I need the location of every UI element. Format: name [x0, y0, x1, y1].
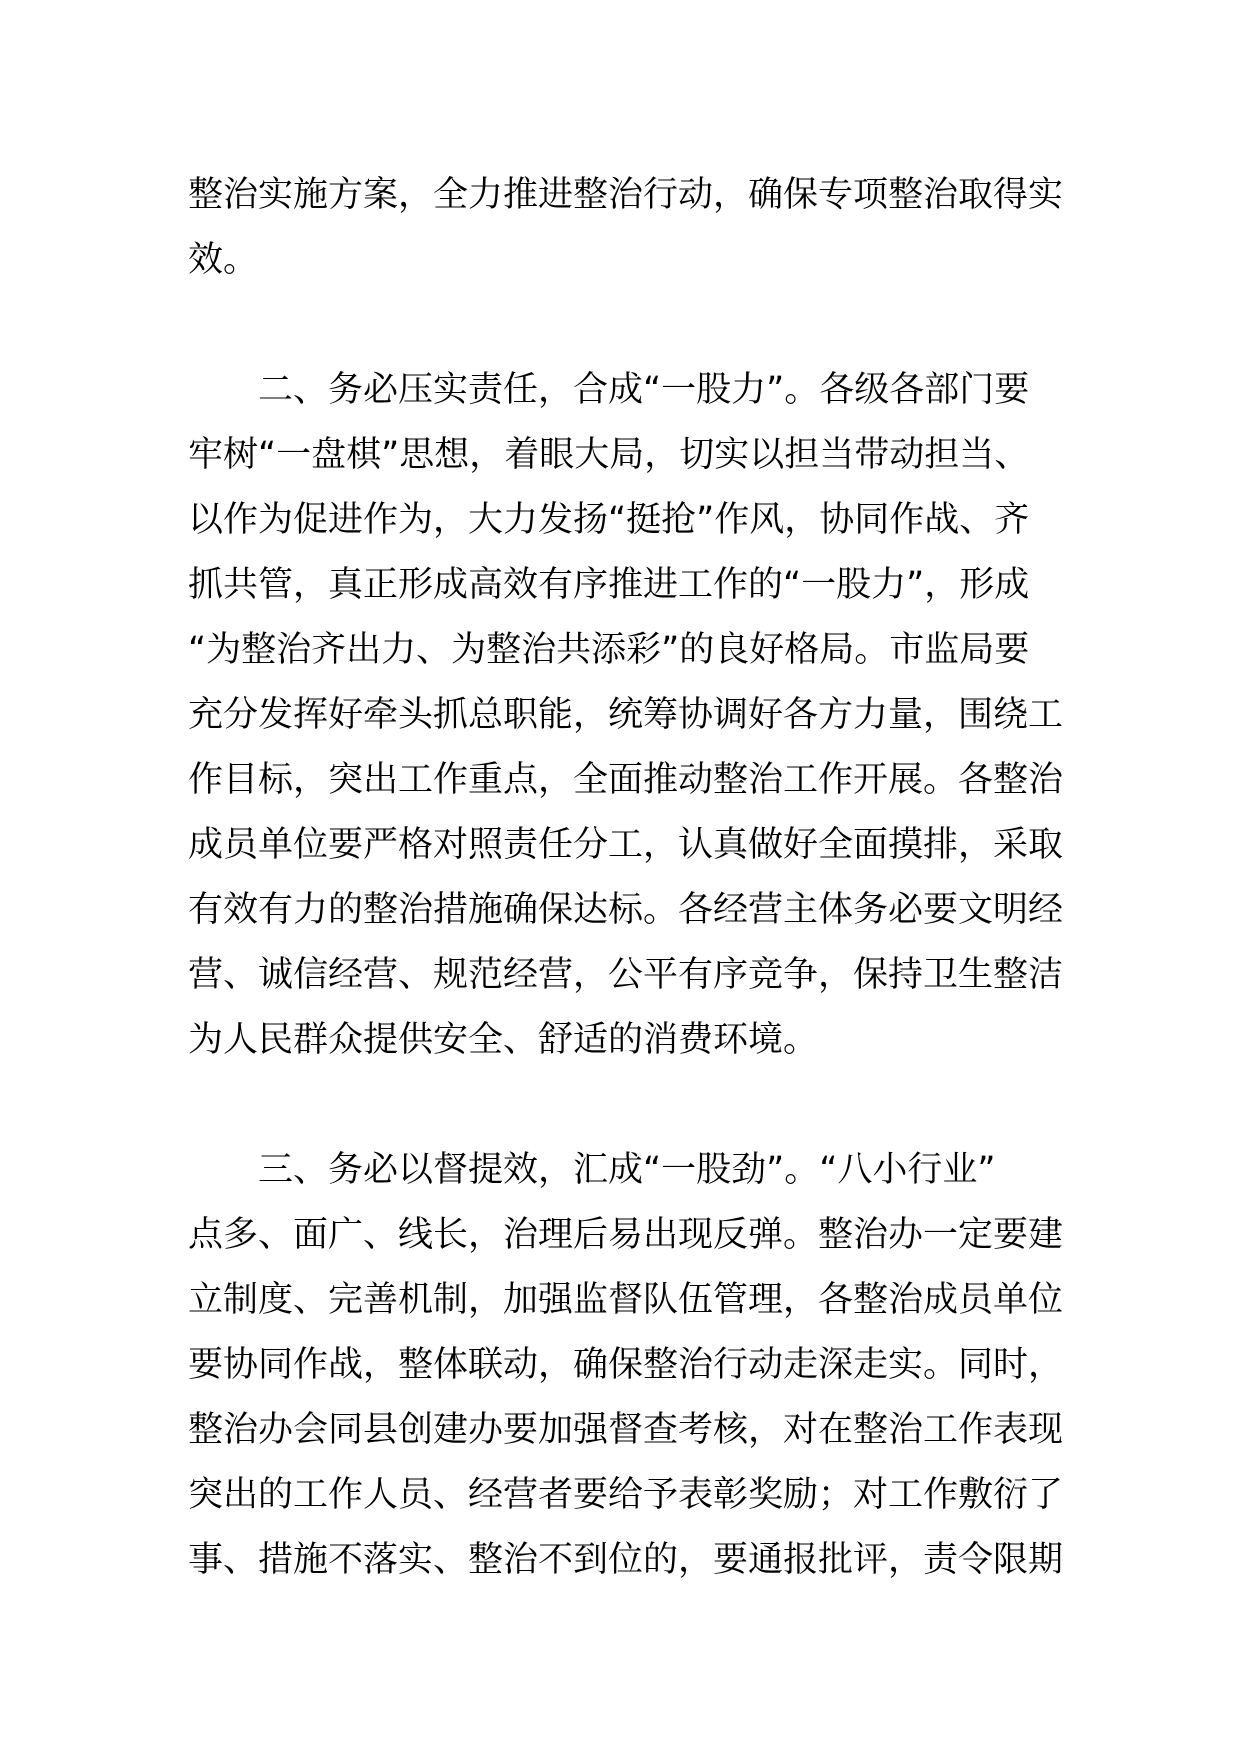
- text-line: 三、务必以督提效，汇成“一股劲”。“八小行业”: [188, 1150, 996, 1190]
- text-line: 点多、面广、线长，治理后易出现反弹。整治办一定要建: [188, 1215, 1064, 1255]
- text-line: “为整治齐出力、为整治共添彩”的良好格局。市监局要: [188, 630, 1030, 670]
- text-line: 突出的工作人员、经营者要给予表彰奖励；对工作敷衍了: [188, 1475, 1064, 1515]
- text-line: 要协同作战，整体联动，确保整治行动走深走实。同时，: [188, 1345, 1064, 1385]
- paragraph-section-three: [188, 1138, 1064, 1593]
- text-line: 整治办会同县创建办要加强督查考核，对在整治工作表现: [188, 1410, 1064, 1450]
- text-line: 营、诚信经营、规范经营，公平有序竞争，保持卫生整洁: [188, 955, 1064, 995]
- text-line: 以作为促进作为，大力发扬“挺抢”作风，协同作战、齐: [188, 500, 1030, 540]
- text-line: 成员单位要严格对照责任分工，认真做好全面摸排，采取: [188, 825, 1064, 865]
- text-line: 二、务必压实责任，合成“一股力”。各级各部门要: [188, 370, 1030, 410]
- text-line: 充分发挥好牵头抓总职能，统筹协调好各方力量，围绕工: [188, 695, 1064, 735]
- text-line: 事、措施不落实、整治不到位的，要通报批评，责令限期: [188, 1540, 1064, 1580]
- paragraph-spacer: [188, 1073, 1058, 1138]
- text-line: 牢树“一盘棋”思想，着眼大局，切实以担当带动担当、: [188, 435, 1030, 475]
- paragraph-continuation: [188, 163, 1064, 293]
- text-line: 整治实施方案，全力推进整治行动，确保专项整治取得实: [188, 175, 1064, 215]
- text-line: 有效有力的整治措施确保达标。各经营主体务必要文明经: [188, 890, 1064, 930]
- paragraph-spacer: [188, 293, 1058, 358]
- text-line: 作目标，突出工作重点，全面推动整治工作开展。各整治: [188, 760, 1064, 800]
- paragraph-section-two: [188, 358, 1064, 1073]
- text-line: 抓共管，真正形成高效有序推进工作的“一股力”，形成: [188, 565, 1030, 605]
- document-body: [188, 163, 1064, 1593]
- text-line: 效。: [188, 240, 259, 280]
- text-line: 为人民群众提供安全、舒适的消费环境。: [188, 1020, 819, 1060]
- text-line: 立制度、完善机制，加强监督队伍管理，各整治成员单位: [188, 1280, 1064, 1320]
